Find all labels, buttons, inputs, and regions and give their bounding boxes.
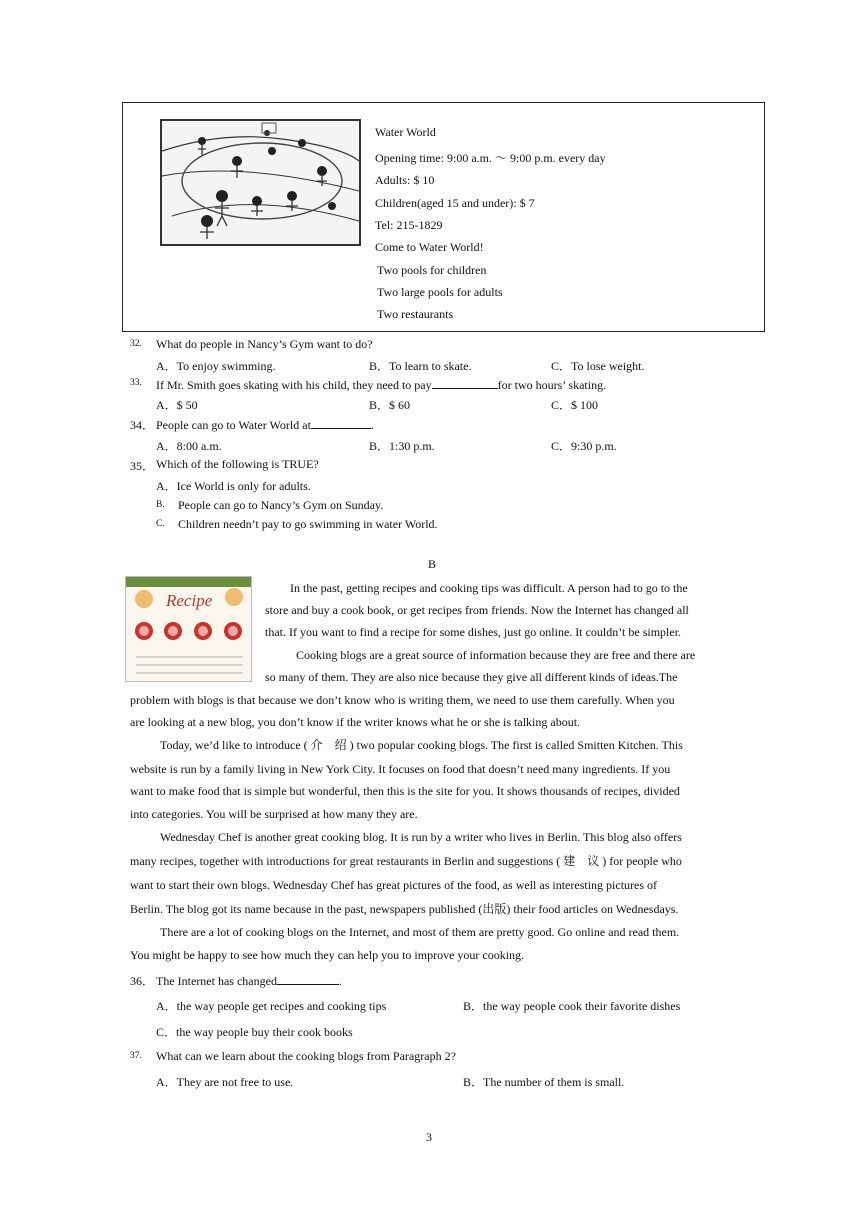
q35-option-b: People can go to Nancy’s Gym on Sunday. — [178, 498, 384, 512]
passage-line-14: want to start their own blogs. Wednesday Chef has great pictures of the food, as well as interesting pictures of — [130, 878, 658, 892]
q32-text: What do people in Nancy’s Gym want to do? — [156, 337, 373, 351]
q35-option-a: A．Ice World is only for adults. — [156, 479, 311, 493]
passage-line-16: There are a lot of cooking blogs on the Internet, and most of them are pretty good. Go online and read them. — [160, 925, 680, 939]
recipe-card-title: Recipe — [166, 591, 213, 610]
passage-line-11: into categories. You will be surprised at how many they are. — [130, 807, 418, 821]
q33-text — [156, 376, 606, 393]
q33-answer-blank[interactable] — [432, 376, 498, 389]
passage-line-3: that. If you want to find a recipe for some dishes, just go online. It couldn’t be simpler. — [265, 625, 682, 639]
section-heading: B — [428, 557, 437, 571]
q32-option-c: C．To lose weight. — [551, 359, 645, 373]
q32-option-a: A．To enjoy swimming. — [156, 359, 276, 373]
passage-line-15: Berlin. The blog got its name because in the past, newspapers published (出版) their food articles on Wednesdays. — [130, 902, 679, 916]
swimming-pool-illustration — [160, 119, 361, 246]
passage-line-6: problem with blogs is that because we don’t know who is writing them, we need to use them carefully. When you — [130, 693, 675, 707]
ad-opening-time: Opening time: 9:00 a.m. ～ 9:00 p.m. every day — [375, 151, 606, 165]
q33-option-c: C．$ 100 — [551, 398, 599, 412]
passage-line-17: You might be happy to see how much they can help you to improve your cooking. — [130, 948, 525, 962]
q33-text-pre: If Mr. Smith goes skating with his child, they need to pay — [156, 378, 432, 392]
q37-option-b: B．The number of them is small. — [463, 1075, 625, 1089]
q35-option-c-label: C. — [156, 519, 165, 529]
q34-text — [156, 416, 374, 433]
ad-adult-price: Adults: $ 10 — [375, 173, 435, 187]
q37-text: What can we learn about the cooking blogs from Paragraph 2? — [156, 1049, 456, 1063]
q36-number: 36． — [130, 974, 155, 988]
q36-text-post: . — [338, 974, 342, 988]
passage-line-12: Wednesday Chef is another great cooking blog. It is run by a writer who lives in Berlin. This blog also offers — [160, 830, 682, 844]
passage-line-5: so many of them. They are also nice because they give all different kinds of ideas.The — [265, 670, 678, 684]
q34-number: 34． — [130, 418, 155, 432]
q36-option-b: B．the way people cook their favorite dishes — [463, 999, 681, 1013]
ad-telephone: Tel: 215-1829 — [375, 218, 443, 232]
q35-option-b-label: B. — [156, 500, 165, 510]
ad-title: Water World — [375, 125, 436, 139]
passage-line-13: many recipes, together with introductions for great restaurants in Berlin and suggestions ( 建 议 ) for people who — [130, 854, 682, 868]
passage-line-1: In the past, getting recipes and cooking tips was difficult. A person had to go to the — [290, 581, 688, 595]
passage-line-8: Today, we’d like to introduce ( 介 绍 ) two popular cooking blogs. The first is called Smitten Kitchen. This — [160, 738, 683, 752]
q33-option-b: B．$ 60 — [369, 398, 411, 412]
q36-option-c: C．the way people buy their cook books — [156, 1025, 353, 1039]
q37-option-a: A．They are not free to use. — [156, 1075, 294, 1089]
q32-option-b: B．To learn to skate. — [369, 359, 472, 373]
q34-text-post: . — [370, 418, 374, 432]
q37-number: 37. — [130, 1051, 142, 1061]
passage-line-9: website is run by a family living in New York City. It focuses on food that doesn’t need many ingredients. If you — [130, 762, 671, 776]
q34-answer-blank[interactable] — [311, 416, 371, 429]
passage-line-4: Cooking blogs are a great source of information because they are free and there are — [296, 648, 696, 662]
recipe-card-image — [125, 576, 252, 682]
pool-people-icon — [162, 121, 359, 244]
q34-option-b: B．1:30 p.m. — [369, 439, 435, 453]
q33-option-a: A．$ 50 — [156, 398, 198, 412]
ad-feature-children-pools: Two pools for children — [377, 263, 487, 277]
q35-number: 35． — [130, 459, 155, 473]
q32-number: 32. — [130, 339, 142, 349]
q36-text-pre: The Internet has changed — [156, 974, 277, 988]
q36-option-a: A．the way people get recipes and cooking tips — [156, 999, 387, 1013]
q35-option-c: Children needn’t pay to go swimming in water World. — [178, 517, 438, 531]
q34-option-a: A．8:00 a.m. — [156, 439, 222, 453]
passage-line-7: are looking at a new blog, you don’t know if the writer knows what he or she is talking about. — [130, 715, 581, 729]
q34-text-pre: People can go to Water World at — [156, 418, 311, 432]
page-number: 3 — [426, 1130, 432, 1144]
q36-answer-blank[interactable] — [277, 972, 339, 985]
ad-child-price: Children(aged 15 and under): $ 7 — [375, 196, 535, 210]
passage-line-2: store and buy a cook book, or get recipes from friends. Now the Internet has changed all — [265, 603, 689, 617]
q36-text — [156, 972, 342, 989]
q34-option-c: C．9:30 p.m. — [551, 439, 617, 453]
q33-number: 33. — [130, 378, 142, 388]
passage-line-10: want to make food that is simple but wonderful, then this is the site for you. It shows thousands of recipes, divided — [130, 784, 680, 798]
q35-text: Which of the following is TRUE? — [156, 457, 319, 471]
ad-feature-adult-pools: Two large pools for adults — [377, 285, 503, 299]
q33-text-post: for two hours’ skating. — [497, 378, 607, 392]
ad-feature-restaurants: Two restaurants — [377, 307, 454, 321]
ad-slogan: Come to Water World! — [375, 240, 484, 254]
